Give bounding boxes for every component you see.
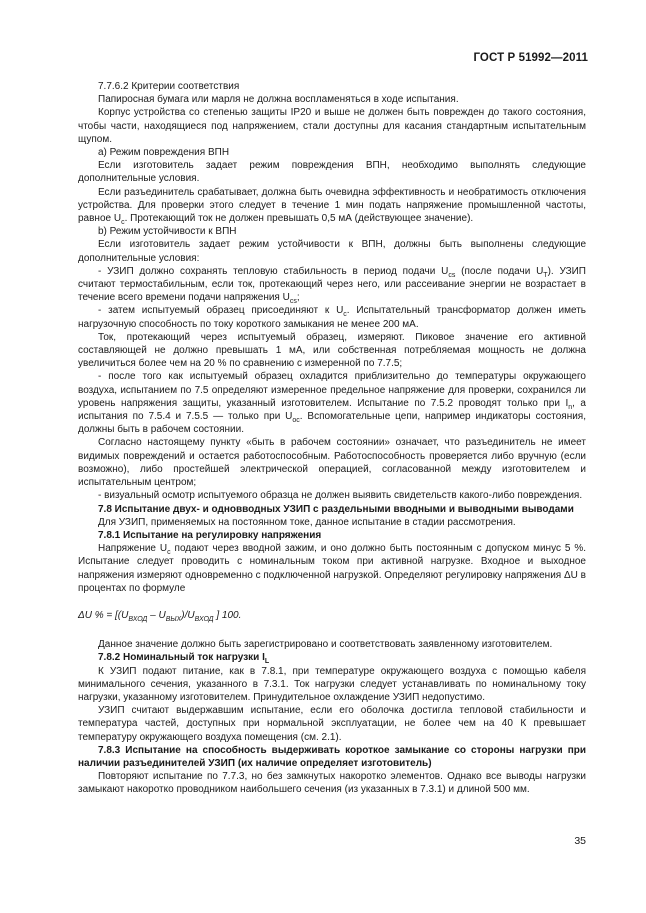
section-heading: 7.8.3 Испытание на способность выдерживать короткое замыкание со стороны нагрузки при наличии разъединителей УЗИП (их наличие определяет изготовитель) <box>78 744 586 769</box>
paragraph: К УЗИП подают питание, как в 7.8.1, при температуре окружающего воздуха с помощью кабеля минимального сечения, указанного в 7.3.1. Ток нагрузки следует устанавливать по номинальному току нагрузки, указанному изготовителем. Принудительное охлаждение УЗИП недопустимо. <box>78 665 586 703</box>
paragraph: Напряжение $U_c$ подают через вводной зажим, и оно должно быть постоянным с допуском минус 5 %. Испытание следует проводить с номинальным током при активной нагрузке. Входное и выходное напряжения измеряют одновременно с подключенной нагрузкой. Определяют регулировку напряжения ΔU в процентах по формуле <box>78 543 586 594</box>
paragraph: - визуальный осмотр испытуемого образца не должен выявить свидетельств какого-либо повреждения. <box>98 490 583 502</box>
list-label: b) Режим устойчивости к ВПН <box>98 226 237 238</box>
paragraph: Корпус устройства со степенью защиты IP20 и выше не должен быть поврежден до такого состояния, чтобы части, находящиеся под напряжением, стали доступны для касания стандартным испытательным щупом. <box>78 107 586 145</box>
document-header: ГОСТ Р 51992—2011 <box>473 52 588 64</box>
formula: ΔU % = [$(U_{ВХОД} - U_{ВЫХ})/U_{ВХОД}$ ] 100. <box>78 609 242 623</box>
section-heading: 7.8 Испытание двух- и одновводных УЗИП с раздельными вводными и выводными выводами <box>98 503 574 515</box>
paragraph: УЗИП считают выдержавшим испытание, если его оболочка достигла тепловой стабильности и температура частей, доступных при нормальной эксплуатации, не более чем на 40 К превышает температуру окружающего воздуха помещения (см. 2.1). <box>78 705 586 743</box>
paragraph: Данное значение должно быть зарегистрировано и соответствовать заявленному изготовителем. <box>98 639 553 651</box>
section-heading: 7.8.2 Номинальный ток нагрузки $I_L$ <box>98 652 270 666</box>
paragraph: Если разъединитель срабатывает, должна быть очевидна эффективность и необратимость отключения устройства. Для проверки этого следует в течение 1 мин подать напряжение промышленной частоты, равное $U_c$. Протекающий ток не должен превышать 0,5 мА (действующее значение). <box>78 186 586 227</box>
paragraph: Ток, протекающий через испытуемый образец, измеряют. Пиковое значение его активной составляющей не должно превышать 1 мА, или собственная потребляемая мощность не должна увеличиться более чем на 20 % по сравнению с измеренной по 7.7.5; <box>78 331 586 370</box>
paragraph: Для УЗИП, применяемых на постоянном токе, данное испытание в стадии рассмотрения. <box>98 516 516 528</box>
paragraph: Повторяют испытание по 7.7.3, но без замкнутых накоротко элементов. Однако все выводы нагрузки замыкают накоротко проводником наибольшего сечения (из указанных в 7.3.1) и длиной 500 мм. <box>78 771 586 796</box>
paragraph: Если изготовитель задает режим устойчивости к ВПН, должны быть выполнены следующие дополнительные условия: <box>78 239 586 264</box>
paragraph: Согласно настоящему пункту «быть в рабочем состоянии» означает, что разъединитель не имеет видимых повреждений и остается работоспособным. Работоспособность проверяется либо вручную (если возможно), либо простейшей электрической операцией, согласованной между изготовителем и испытательным центром; <box>78 437 586 489</box>
document-body <box>78 80 586 797</box>
page-number: 35 <box>574 835 586 847</box>
paragraph: Если изготовитель задает режим повреждения ВПН, необходимо выполнять следующие дополнительные условия. <box>78 160 586 185</box>
paragraph: Папиросная бумага или марля не должна воспламеняться в ходе испытания. <box>98 94 459 106</box>
paragraph: - УЗИП должно сохранять тепловую стабильность в период подачи $U_{cs}$ (после подачи $U_T$). УЗИП считают термостабильным, если ток, протекающий через него, или рассеивание энергии не возрастает в течение всего времени подачи напряжения $U_{cs}$; <box>78 265 586 306</box>
clause-heading: 7.7.6.2 Критерии соответствия <box>98 81 240 92</box>
paragraph: - после того как испытуемый образец охладится приблизительно до температуры окружающего воздуха, испытанием по 7.5 определяют измеренное предельное напряжение для проверки, сохранился ли уровень напряжения защиты, указанный изготовителем. Испытание по 7.5.2 проводят только при $I_n$, а испытания по 7.5.4 и 7.5.5 — только при $U_{oc}$. Вспомогательные цепи, например индикаторы состояния, должны быть в рабочем состоянии. <box>78 371 586 436</box>
paragraph: - затем испытуемый образец присоединяют к $U_c$. Испытательный трансформатор должен иметь нагрузочную способность по току короткого замыкания не менее 200 мА. <box>78 305 586 330</box>
section-heading: 7.8.1 Испытание на регулировку напряжения <box>98 529 322 541</box>
list-label: a) Режим повреждения ВПН <box>98 147 230 159</box>
